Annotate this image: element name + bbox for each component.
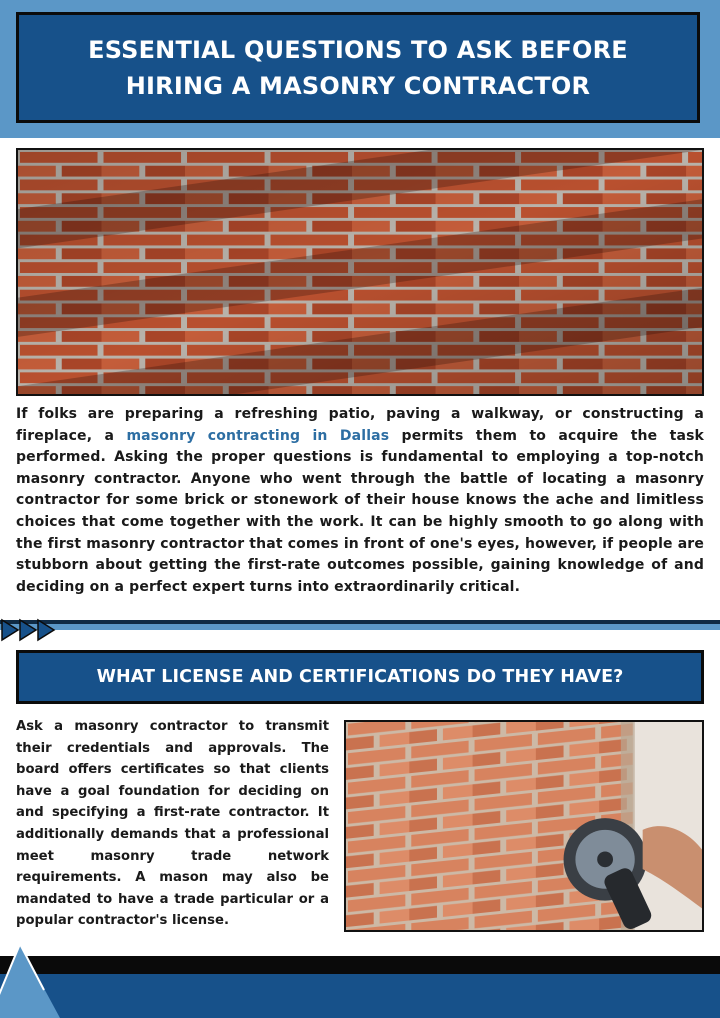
intro-text-after: permits them to acquire the task performed. Asking the proper questions is fundamental to employing a top-notch masonry contractor. Anyone who went through the battle of locating a masonry contractor for some brick or stonework of their house knows the ache and limitless choices that come together with the work. It can be highly smooth to go along with the first masonry contractor that comes in front of one's eyes, however, if people are stubborn about getting the first-rate outcomes possible, gaining knowledge of and deciding on a perfect expert turns into extraordinarily critical. <box>16 427 705 595</box>
masonry-link[interactable]: masonry contracting in Dallas <box>126 427 390 444</box>
grinder-wall-photo <box>344 720 704 932</box>
title-line-2: HIRING A MASONRY CONTRACTOR <box>125 71 591 100</box>
triple-arrow-icon <box>0 618 62 642</box>
title-line-1: ESSENTIAL QUESTIONS TO ASK BEFORE <box>88 35 628 64</box>
intro-text-before: If folks are preparing a refreshing patio, paving a walkway, or constructing a fireplace, a <box>16 406 704 444</box>
page-title <box>88 32 628 104</box>
footer-bar <box>0 956 720 974</box>
section-heading: WHAT LICENSE AND CERTIFICATIONS DO THEY HAVE? <box>96 667 624 687</box>
footer-band <box>0 974 720 1018</box>
intro-paragraph <box>16 404 704 598</box>
brick-wall-photo <box>16 148 704 396</box>
section-divider-accent <box>0 624 720 630</box>
footer-triangle-decoration <box>0 940 90 1018</box>
title-banner <box>16 12 700 123</box>
section-heading-banner <box>16 650 704 704</box>
section-body: Ask a masonry contractor to transmit their credentials and approvals. The board offers certificates so that clients have a goal foundation for deciding on and specifying a first-rate contractor. It additionally demands that a professional meet masonry trade network requirements. A mason may also be mandated to have a trade particular or a popular contractor's license. <box>16 719 329 929</box>
